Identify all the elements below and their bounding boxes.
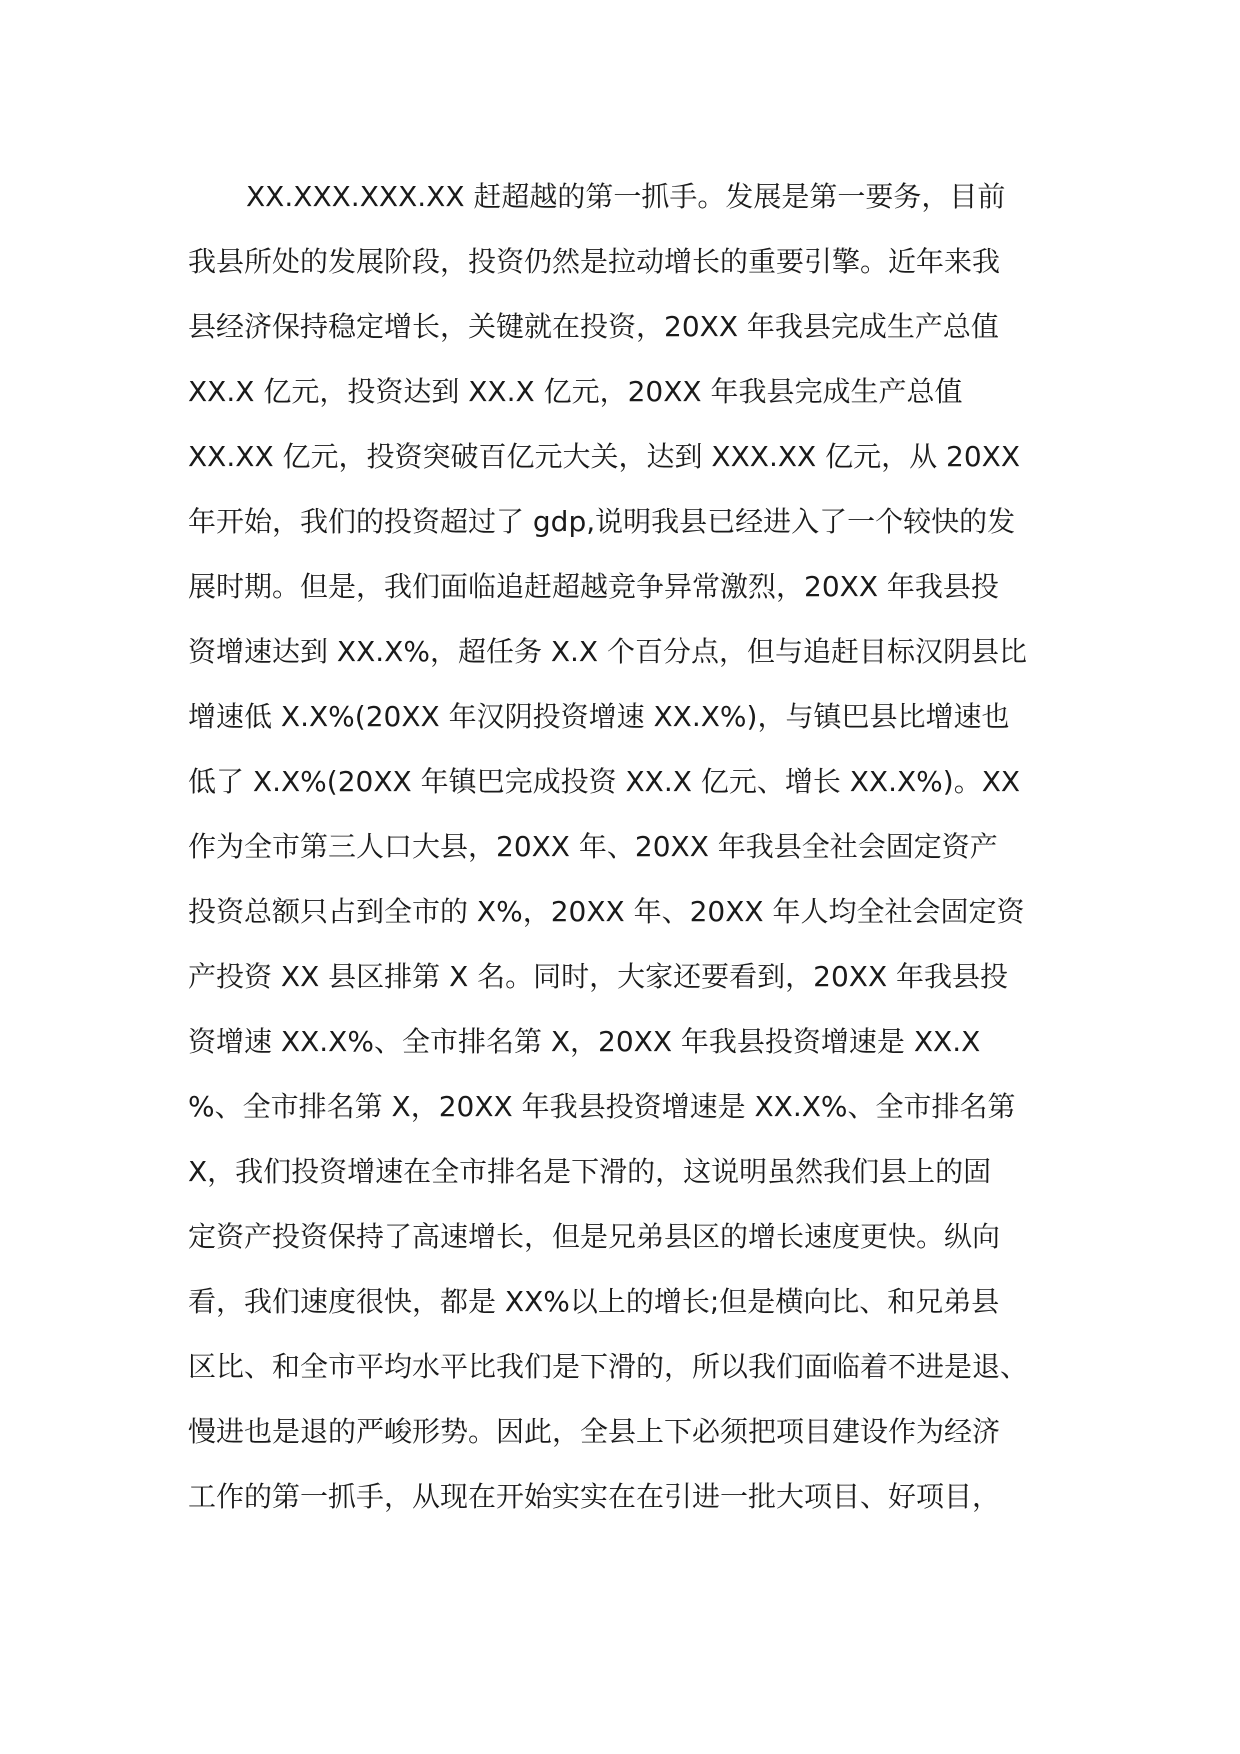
text-line: XX.XX 亿元，投资突破百亿元大关，达到 XXX.XX 亿元，从 20XX [188, 440, 1021, 473]
text-line: 低了 X.X%(20XX 年镇巴完成投资 XX.X 亿元、增长 XX.X%)。XX [188, 765, 1021, 798]
text-line: XX.X 亿元，投资达到 XX.X 亿元，20XX 年我县完成生产总值 [188, 375, 963, 408]
text-line: 县经济保持稳定增长，关键就在投资，20XX 年我县完成生产总值 [188, 310, 999, 343]
text-line: 投资总额只占到全市的 X%，20XX 年、20XX 年人均全社会固定资 [188, 895, 1025, 928]
text-line: X，我们投资增速在全市排名是下滑的，这说明虽然我们县上的固 [188, 1155, 992, 1188]
text-line: 区比、和全市平均水平比我们是下滑的，所以我们面临着不进是退、 [188, 1350, 1029, 1383]
text-line: 看，我们速度很快，都是 XX%以上的增长;但是横向比、和兄弟县 [188, 1285, 1000, 1318]
text-line: 年开始，我们的投资超过了 gdp,说明我县已经进入了一个较快的发 [188, 505, 1016, 538]
body-paragraph [188, 164, 1068, 1529]
text-line: XX.XXX.XXX.XX 赶超越的第一抓手。发展是第一要务，目前 [246, 180, 1006, 213]
text-line: 慢进也是退的严峻形势。因此，全县上下必须把项目建设作为经济 [188, 1415, 1001, 1448]
text-line: 工作的第一抓手，从现在开始实实在在引进一批大项目、好项目， [188, 1480, 1001, 1513]
text-line: 资增速 XX.X%、全市排名第 X，20XX 年我县投资增速是 XX.X [188, 1025, 981, 1058]
text-line: 资增速达到 XX.X%，超任务 X.X 个百分点，但与追赶目标汉阴县比 [188, 635, 1028, 668]
text-line: 作为全市第三人口大县，20XX 年、20XX 年我县全社会固定资产 [188, 830, 998, 863]
text-line: %、全市排名第 X，20XX 年我县投资增速是 XX.X%、全市排名第 [188, 1090, 1016, 1123]
text-line: 我县所处的发展阶段，投资仍然是拉动增长的重要引擎。近年来我 [188, 245, 1001, 278]
text-line: 产投资 XX 县区排第 X 名。同时，大家还要看到，20XX 年我县投 [188, 960, 1009, 993]
text-line: 展时期。但是，我们面临追赶超越竞争异常激烈，20XX 年我县投 [188, 570, 999, 603]
text-line: 增速低 X.X%(20XX 年汉阴投资增速 XX.X%)，与镇巴县比增速也 [188, 700, 1010, 733]
text-line: 定资产投资保持了高速增长，但是兄弟县区的增长速度更快。纵向 [188, 1220, 1001, 1253]
